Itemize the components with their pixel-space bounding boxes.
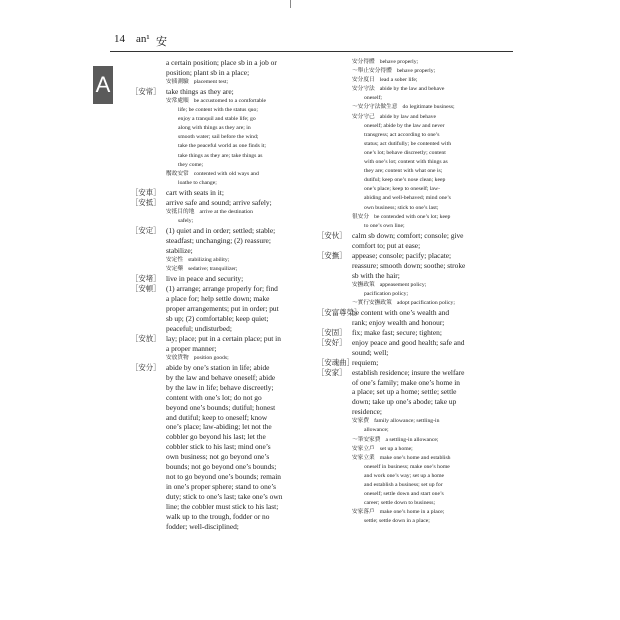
entry-definition-line: one’s place; law-abiding; let not the xyxy=(166,422,272,432)
sub-entry-definition: make one’s home in a place; xyxy=(379,509,445,516)
sub-entry-definition: take things as they are; take things as xyxy=(178,152,263,159)
sub-entry-term: 饜故安常 xyxy=(166,170,189,177)
entry-definition-line: sb with the hair; xyxy=(352,270,400,280)
sub-entry-definition: one’s place; keep to oneself; law- xyxy=(364,186,440,193)
entry-headword: ［安抵］ xyxy=(131,197,161,207)
dictionary-entry xyxy=(317,231,499,251)
entry-definition-line: residence; xyxy=(352,407,382,417)
entry-definition-line: in one’s proper sphere; stand to one’s xyxy=(166,482,277,492)
dictionary-entry xyxy=(131,226,301,256)
sub-entry xyxy=(317,67,499,76)
sub-entry-definition: be contended with one’s lot; keep xyxy=(374,213,451,220)
sub-entry-definition: along with things as they are; in xyxy=(178,125,251,132)
entry-headword: ［安分］ xyxy=(131,362,161,372)
sub-entry xyxy=(131,208,301,226)
sub-entry-definition: one’s lot; behave discreetly; content xyxy=(364,149,446,156)
sub-entry xyxy=(131,78,301,87)
sub-entry-definition: oneself; settle down and start one’s xyxy=(364,491,444,498)
dictionary-entry xyxy=(131,284,301,334)
sub-entry xyxy=(317,113,499,213)
sub-entry-term: 安家立戶 xyxy=(352,445,375,452)
sub-entry-definition: family allowance; settling-in xyxy=(374,418,440,425)
entry-definition-line: own business; not go beyond one’s xyxy=(166,452,270,462)
sub-entry-definition: to one’s own line; xyxy=(364,222,405,229)
entry-definition-line: content with one’s lot; do not go xyxy=(166,392,262,402)
entry-definition-line: stabilize; xyxy=(166,245,193,255)
sub-entry-term: 安撫政策 xyxy=(352,281,375,288)
sub-entry-term: 安定藥 xyxy=(166,265,184,272)
sub-entry-term: 安家費 xyxy=(352,418,370,425)
entry-definition-line: a place; set up a home; settle; settle xyxy=(352,387,457,397)
entry-definition-line: fodder; well-disciplined; xyxy=(166,522,239,531)
sub-entry-definition: appeasement policy; xyxy=(379,281,427,288)
sub-entry-definition: they come; xyxy=(178,161,204,168)
sub-entry-term: 安分度日 xyxy=(352,77,375,84)
sub-entry-definition: with one’s lot; content with things as xyxy=(364,159,448,166)
sub-entry-definition: position goods; xyxy=(193,354,229,361)
entry-definition-line: by the law and behave oneself; abide xyxy=(166,372,276,382)
entry-definition-line: sb up; (2) comfortable; keep quiet; xyxy=(166,313,269,323)
sub-entry-definition: behave properly; xyxy=(396,68,436,75)
sub-entry-definition: and work one’s way; set up a home xyxy=(364,472,445,479)
sub-entry xyxy=(317,445,499,454)
sub-entry-definition: oneself; xyxy=(364,95,383,102)
entry-definition-line: proper arrangements; put in order; put xyxy=(166,303,279,313)
entry-definition-line: be content with one’s wealth and xyxy=(352,307,450,317)
sub-entry-term: 安常處順 xyxy=(166,97,189,104)
sub-entry xyxy=(317,213,499,231)
entry-definition-line: beyond one’s bounds; dutiful; honest xyxy=(166,402,276,412)
dictionary-entry xyxy=(317,368,499,418)
dictionary-entry xyxy=(131,334,301,354)
sub-entry xyxy=(317,85,499,103)
sub-entry-definition: pacification policy; xyxy=(364,290,409,297)
entry-definition-line: sound; well; xyxy=(352,347,389,357)
page-header xyxy=(114,33,514,49)
sub-entry-definition: own business; stick to one’s last; xyxy=(364,204,439,211)
dictionary-entry xyxy=(131,198,301,208)
page-number: 14 xyxy=(114,33,125,45)
entry-headword: ［安撫］ xyxy=(317,250,347,260)
sub-entry-definition: dutiful; keep one’s nose clean; keep xyxy=(364,177,446,184)
dictionary-entry xyxy=(317,328,499,338)
entry-definition-line: establish residence; insure the welfare xyxy=(352,367,465,377)
sub-entry-definition: be accustomed to a comfortable xyxy=(193,97,267,104)
sub-entry-definition: abide by law and behave xyxy=(379,113,436,120)
sub-entry-term: ～筆安家費 xyxy=(352,436,381,443)
sub-entry-definition: sedative; tranquilizer; xyxy=(188,265,238,272)
right-column xyxy=(317,58,499,526)
sub-entry xyxy=(317,436,499,445)
entry-definition-line: cart with seats in it; xyxy=(166,187,224,197)
entry-definition-line: bounds; not go beyond one’s bounds; xyxy=(166,462,277,472)
sub-entry-term: 很安分 xyxy=(352,213,370,220)
header-rule xyxy=(110,51,513,52)
sub-entry-definition: placement test; xyxy=(193,78,229,85)
sub-entry-term: 安插測驗 xyxy=(166,78,189,85)
sub-entry xyxy=(317,76,499,85)
sub-entry xyxy=(317,299,499,308)
sub-entry-definition: transgress; act according to one’s xyxy=(364,131,440,138)
sub-entry-term: 安分守法 xyxy=(352,86,375,93)
entry-definition-line: of one’s family; make one’s home in xyxy=(352,377,460,387)
sub-entry xyxy=(131,265,301,274)
entry-definition-line: calm sb down; comfort; console; give xyxy=(352,230,464,240)
entry-definition-line: by the law in life; behave discreetly; xyxy=(166,382,274,392)
binding-mark xyxy=(290,0,291,8)
sub-entry xyxy=(131,97,301,170)
sub-entry-definition: take the peaceful world as one finds it; xyxy=(178,143,266,150)
entry-headword: ［安頓］ xyxy=(131,283,161,293)
sub-entry-definition: loathe to change; xyxy=(178,179,217,186)
sub-entry xyxy=(131,256,301,265)
entry-definition-line: lay; place; put in a certain place; put in xyxy=(166,333,281,343)
sub-entry-definition: they are; content with what one is; xyxy=(364,168,443,175)
sub-entry-definition: behave properly; xyxy=(379,59,419,65)
entry-definition-line: enjoy peace and good health; safe and xyxy=(352,337,465,347)
entry-definition-line: a place for; help settle down; make xyxy=(166,293,270,303)
entry-headword: ［安常］ xyxy=(131,87,161,96)
sub-entry-definition: abide by the law and behave xyxy=(379,86,445,93)
sub-entry-definition: contented with old ways and xyxy=(193,170,259,177)
entry-definition-line: reassure; smooth down; soothe; stroke xyxy=(352,260,466,270)
entry-definition-line: duty; stick to one’s last; take one’s own xyxy=(166,492,283,502)
sub-entry xyxy=(317,417,499,435)
sub-entry xyxy=(317,58,499,67)
entry-definition-line: (1) arrange; arrange properly for; find xyxy=(166,283,278,293)
dictionary-entry xyxy=(317,338,499,358)
entry-definition-line: walk up to the trough, fodder or no xyxy=(166,512,270,522)
letter-tab: A xyxy=(93,66,113,104)
entry-definition-line: a proper manner; xyxy=(166,343,217,353)
entry-definition-line: comfort to; put at ease; xyxy=(352,240,421,250)
entry-definition-line: down; take up one’s abode; take up xyxy=(352,397,457,407)
dictionary-entry xyxy=(131,274,301,284)
entry-headword: ［安車］ xyxy=(131,187,161,197)
entry-definition-line: cobbler go beyond his last; let the xyxy=(166,432,266,442)
sub-entry xyxy=(317,103,499,112)
sub-entry-term: 安家落戶 xyxy=(352,509,375,516)
dictionary-entry xyxy=(131,87,301,97)
sub-entry-term: ～舉止安分得體 xyxy=(352,68,392,75)
entry-definition-line: a certain position; place sb in a job or xyxy=(166,58,277,67)
entry-headword: ［安魂曲］ xyxy=(317,357,354,367)
entry-headword: ［安家］ xyxy=(317,367,347,377)
sub-entry-definition: set up a home; xyxy=(379,445,413,452)
sub-entry-term: 安家立業 xyxy=(352,454,375,461)
sub-entry-definition: life; be content with the status quo; xyxy=(178,107,258,114)
sub-entry-definition: arrive at the destination xyxy=(199,208,253,215)
sub-entry-term: ～實行安撫政策 xyxy=(352,299,392,306)
dictionary-entry xyxy=(317,251,499,281)
sub-entry-definition: oneself in business; make one’s home xyxy=(364,463,450,470)
entry-definition-line: not to go beyond one’s bounds; remain xyxy=(166,472,281,482)
sub-entry-definition: make one’s home and establish xyxy=(379,454,451,461)
dictionary-entry xyxy=(131,58,301,78)
sub-entry-term: 安分得體 xyxy=(352,59,375,65)
entry-definition-line: cobbler stick to his last; mind one’s xyxy=(166,442,271,452)
entry-definition-line: requiem; xyxy=(352,357,379,367)
sub-entry-term: 安抵目的地 xyxy=(166,208,195,215)
sub-entry-term: 安放貨物 xyxy=(166,354,189,361)
sub-entry-term: ～安分守法做生意 xyxy=(352,104,398,111)
sub-entry-definition: and establish a business; set up for xyxy=(364,481,443,488)
sub-entry xyxy=(131,170,301,188)
entry-headword: ［安好］ xyxy=(317,337,347,347)
entry-definition-line: rank; enjoy wealth and honour; xyxy=(352,317,445,327)
entry-definition-line: take things as they are; xyxy=(166,87,234,96)
sub-entry-definition: enjoy a tranquil and stable life; go xyxy=(178,116,256,123)
sub-entry-definition: allowance; xyxy=(364,427,389,434)
sub-entry-definition: abiding and well-behaved; mind one’s xyxy=(364,195,451,202)
entry-definition-line: and dutiful; keep to oneself; know xyxy=(166,412,268,422)
entry-headword: ［安固］ xyxy=(317,327,347,337)
sub-entry xyxy=(131,354,301,363)
sub-entry-definition: settle; settle down in a place; xyxy=(364,518,430,525)
entry-definition-line: fix; make fast; secure; tighten; xyxy=(352,327,442,337)
entry-definition-line: position; plant sb in a place; xyxy=(166,67,250,77)
entry-definition-line: peaceful; undisturbed; xyxy=(166,323,232,333)
sub-entry xyxy=(317,508,499,526)
entry-definition-line: (1) quiet and in order; settled; stable; xyxy=(166,225,276,235)
entry-definition-line: line; the cobbler must stick to his last; xyxy=(166,502,279,512)
entry-definition-line: abide by one’s station in life; abide xyxy=(166,362,270,372)
dictionary-entry xyxy=(131,363,301,532)
entry-headword: ［安富尊榮］ xyxy=(317,307,362,317)
sub-entry-definition: status; act dutifully; be contented with xyxy=(364,140,452,147)
entry-headword: ［安堵］ xyxy=(131,274,161,284)
sub-entry-definition: career; settle down to business; xyxy=(364,500,436,507)
sub-entry-term: 安分守己 xyxy=(352,113,375,120)
sub-entry-definition: do legitimate business; xyxy=(402,104,455,111)
entry-headword: ［安定］ xyxy=(131,225,161,235)
dictionary-entry xyxy=(317,358,499,368)
sub-entry-definition: a settling-in allowance; xyxy=(385,436,439,443)
sub-entry-definition: lead a sober life; xyxy=(379,77,418,84)
entry-headword: ［安放］ xyxy=(131,333,161,343)
left-column xyxy=(131,58,301,532)
sub-entry xyxy=(317,454,499,509)
sub-entry xyxy=(317,281,499,299)
sub-entry-definition: stabilizing ability; xyxy=(188,256,230,263)
entry-definition-line: steadfast; unchanging; (2) reassure; xyxy=(166,235,271,245)
sub-entry-definition: smooth water; sail before the wind; xyxy=(178,134,259,141)
entry-definition-line: arrive safe and sound; arrive safely; xyxy=(166,197,272,207)
sub-entry-term: 安定性 xyxy=(166,256,184,263)
entry-definition-line: live in peace and security; xyxy=(166,274,244,284)
entry-headword: ［安伙］ xyxy=(317,230,347,240)
sub-entry-definition: adopt pacification policy; xyxy=(396,299,455,306)
sub-entry-definition: oneself; abide by the law and never xyxy=(364,122,445,129)
dictionary-entry xyxy=(131,188,301,198)
sub-entry-definition: safely; xyxy=(178,217,194,224)
character-heading: 安 xyxy=(156,36,167,48)
dictionary-entry xyxy=(317,308,499,328)
pinyin-heading: an¹ xyxy=(136,33,150,45)
entry-definition-line: appease; console; pacify; placate; xyxy=(352,250,452,260)
